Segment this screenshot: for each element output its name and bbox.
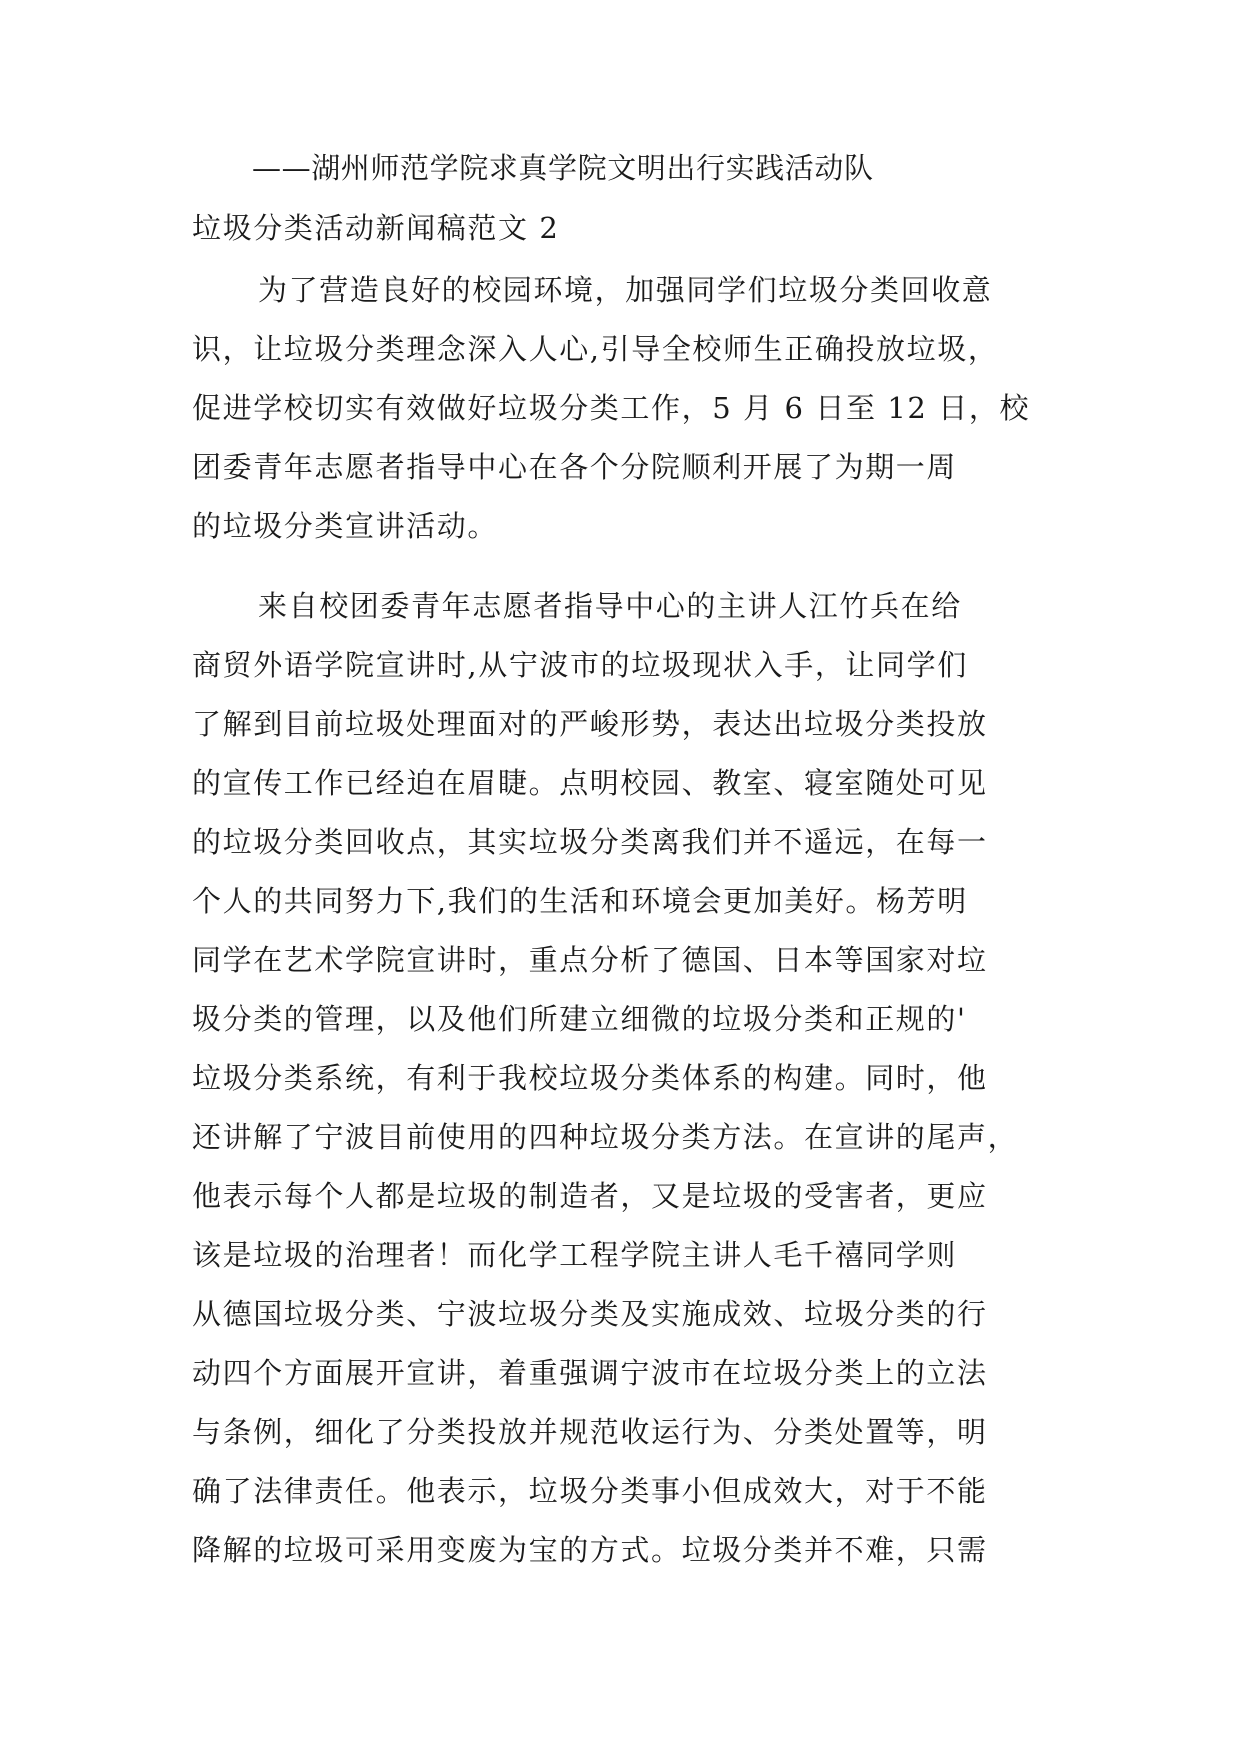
paragraph-line: 该是垃圾的治理者！而化学工程学院主讲人毛千禧同学则	[192, 1238, 958, 1272]
paragraph-line: 识，让垃圾分类理念深入人心,引导全校师生正确投放垃圾，	[192, 332, 999, 366]
paragraph-line: 与条例，细化了分类投放并规范收运行为、分类处置等，明	[192, 1415, 988, 1449]
document-subtitle: ——湖州师范学院求真学院文明出行实践活动队	[252, 151, 874, 185]
paragraph-line: 动四个方面展开宣讲，着重强调宁波市在垃圾分类上的立法	[192, 1356, 988, 1390]
paragraph-line: 他表示每个人都是垃圾的制造者，又是垃圾的受害者，更应	[192, 1179, 988, 1213]
paragraph-line: 圾分类的管理，以及他们所建立细微的垃圾分类和正规的'	[192, 1002, 967, 1036]
paragraph-line: 商贸外语学院宣讲时,从宁波市的垃圾现状入手，让同学们	[192, 648, 968, 682]
paragraph-line: 促进学校切实有效做好垃圾分类工作，5 月 6 日至 12 日，校	[192, 391, 1031, 425]
paragraph-line: 从德国垃圾分类、宁波垃圾分类及实施成效、垃圾分类的行	[192, 1297, 988, 1331]
paragraph-line: 还讲解了宁波目前使用的四种垃圾分类方法。在宣讲的尾声，	[192, 1120, 1019, 1154]
paragraph-line: 的垃圾分类宣讲活动。	[192, 509, 499, 543]
paragraph-line: 垃圾分类系统，有利于我校垃圾分类体系的构建。同时，他	[192, 1061, 988, 1095]
paragraph-line: 为了营造良好的校园环境，加强同学们垃圾分类回收意	[258, 273, 993, 307]
paragraph-line: 的宣传工作已经迫在眉睫。点明校园、教室、寝室随处可见	[192, 766, 988, 800]
paragraph-line: 来自校团委青年志愿者指导中心的主讲人江竹兵在给	[258, 589, 962, 623]
paragraph-line: 确了法律责任。他表示，垃圾分类事小但成效大，对于不能	[192, 1474, 988, 1508]
document-heading: 垃圾分类活动新闻稿范文 2	[192, 211, 560, 245]
paragraph-line: 个人的共同努力下,我们的生活和环境会更加美好。杨芳明	[192, 884, 968, 918]
paragraph-line: 降解的垃圾可采用变废为宝的方式。垃圾分类并不难，只需	[192, 1533, 988, 1567]
paragraph-line: 同学在艺术学院宣讲时，重点分析了德国、日本等国家对垃	[192, 943, 988, 977]
paragraph-line: 了解到目前垃圾处理面对的严峻形势，表达出垃圾分类投放	[192, 707, 988, 741]
paragraph-line: 团委青年志愿者指导中心在各个分院顺利开展了为期一周	[192, 450, 958, 484]
paragraph-line: 的垃圾分类回收点，其实垃圾分类离我们并不遥远，在每一	[192, 825, 988, 859]
